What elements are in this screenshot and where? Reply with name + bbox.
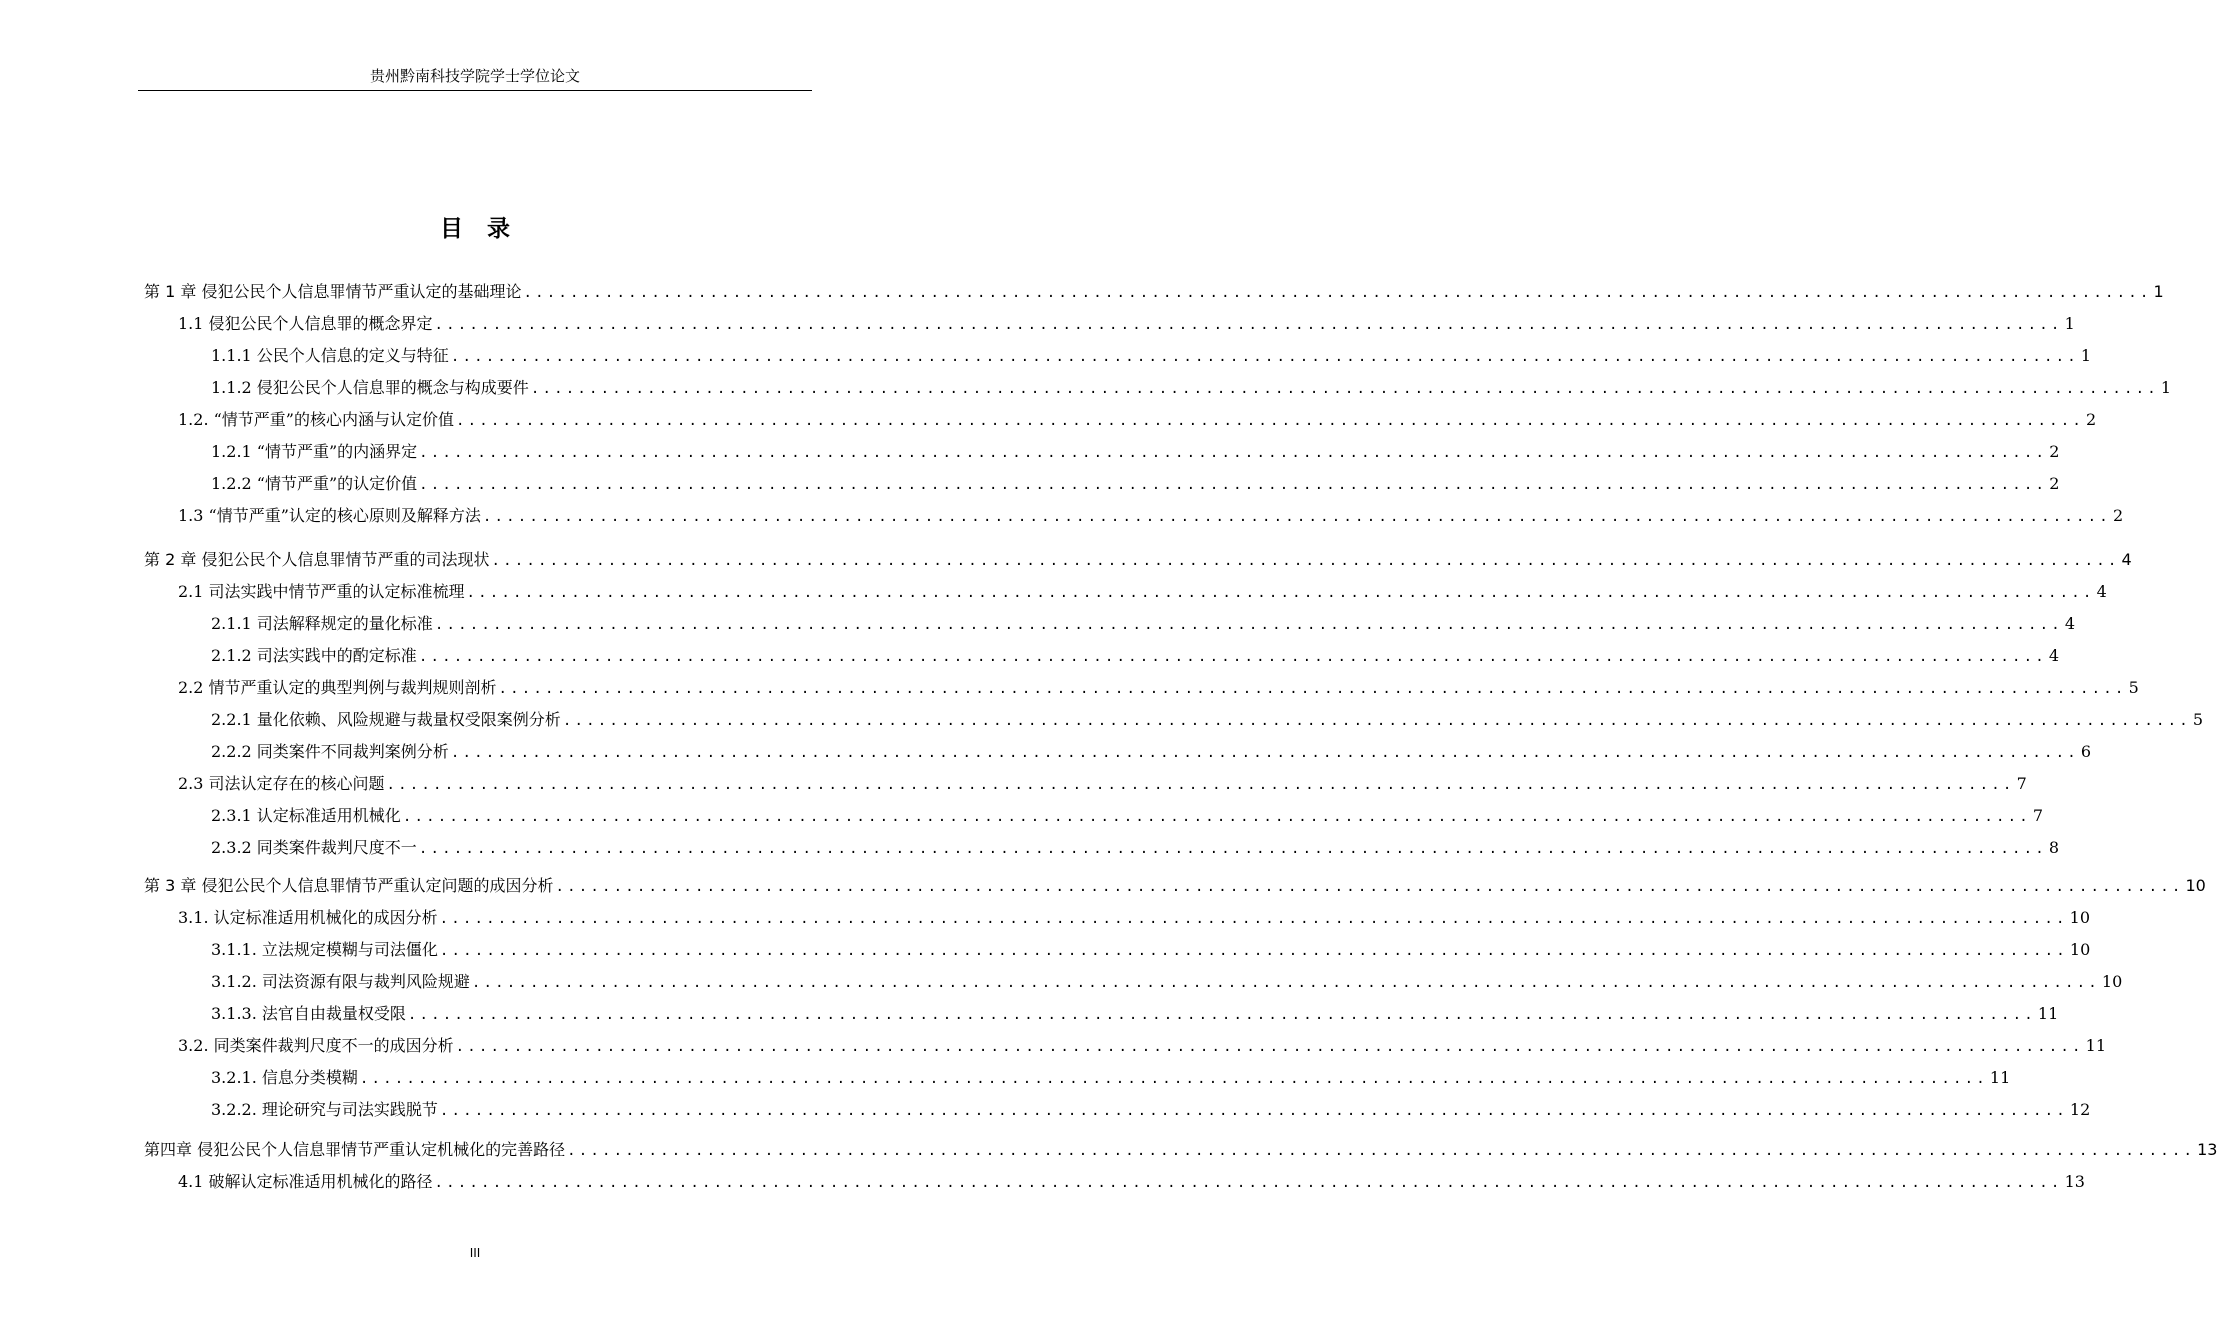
toc-entry-title: 2.2.1 量化依赖、风险规避与裁量权受限案例分析 [211, 710, 561, 729]
toc-entry-title: 3.1.1. 立法规定模糊与司法僵化 [211, 940, 438, 959]
toc-page-number: 10 [2069, 940, 2091, 959]
toc-leader-dots: ............................................................................................................................................ [386, 777, 2015, 793]
toc-page-number: 13 [2197, 1140, 2217, 1159]
toc-entry-title: 3.2. 同类案件裁判尺度不一的成因分析 [178, 1036, 454, 1055]
toc-page-number: 13 [2064, 1172, 2085, 1191]
toc-entry-title: 3.1.2. 司法资源有限与裁判风险规避 [211, 972, 470, 991]
toc-page-number: 10 [2185, 876, 2206, 895]
toc-subsection-entry[interactable] [211, 340, 2092, 372]
toc-leader-dots: ............................................................................................................................................ [407, 1007, 2036, 1023]
toc-chapter-entry[interactable] [144, 276, 2164, 308]
toc-leader-dots: ............................................................................................................................................ [530, 381, 2159, 397]
toc-page-number: 10 [2069, 908, 2091, 927]
toc-leader-dots: ............................................................................................................................................ [562, 713, 2191, 729]
toc-page-number: 1 [2080, 346, 2092, 365]
toc-page-number: 12 [2069, 1100, 2091, 1119]
toc-page-number: 1 [2153, 282, 2164, 301]
toc-entry-title: 2.2 情节严重认定的典型判例与裁判规则剖析 [178, 678, 497, 697]
toc-subsection-entry[interactable] [211, 966, 2123, 998]
toc-subsection-entry[interactable] [211, 800, 2044, 832]
toc-entry-title: 2.1.2 司法实践中的酌定标准 [211, 646, 417, 665]
toc-entry-title: 1.1.1 公民个人信息的定义与特征 [211, 346, 449, 365]
toc-entry-title: 2.3 司法认定存在的核心问题 [178, 774, 385, 793]
toc-chapter-entry[interactable] [144, 870, 2206, 902]
toc-leader-dots: ............................................................................................................................................ [418, 649, 2047, 665]
toc-page-number: 5 [2192, 710, 2204, 729]
toc-entry-title: 3.2.1. 信息分类模糊 [211, 1068, 358, 1087]
toc-leader-dots: ............................................................................................................................................ [439, 911, 2068, 927]
toc-section-entry[interactable] [178, 500, 2124, 532]
toc-page-number: 2 [2112, 506, 2124, 525]
toc-entry-title: 3.1.3. 法官自由裁量权受限 [211, 1004, 406, 1023]
toc-page-number: 4 [2064, 614, 2076, 633]
toc-leader-dots: ............................................................................................................................................ [555, 879, 2184, 895]
toc-entry-title: 2.3.1 认定标准适用机械化 [211, 806, 401, 825]
toc-page-number: 7 [2016, 774, 2027, 793]
toc-subsection-entry[interactable] [211, 372, 2172, 404]
toc-entry-title: 第 3 章 侵犯公民个人信息罪情节严重认定问题的成因分析 [144, 876, 554, 895]
toc-entry-title: 1.2. “情节严重”的核心内涵与认定价值 [178, 410, 454, 429]
toc-leader-dots: ............................................................................................................................................ [491, 553, 2120, 569]
toc-section-entry[interactable] [178, 1166, 2085, 1198]
toc-entry-title: 1.2.2 “情节严重”的认定价值 [211, 474, 418, 493]
toc-page-number: 11 [2037, 1004, 2059, 1023]
toc-leader-dots: ............................................................................................................................................ [419, 477, 2048, 493]
toc-chapter-entry[interactable] [144, 544, 2132, 576]
toc-section-entry[interactable] [178, 576, 2107, 608]
toc-section-entry[interactable] [178, 902, 2091, 934]
toc-section-entry[interactable] [178, 404, 2097, 436]
toc-page-number: 1 [2064, 314, 2075, 333]
toc-subsection-entry[interactable] [211, 608, 2076, 640]
toc-entry-title: 第 2 章 侵犯公民个人信息罪情节严重的司法现状 [144, 550, 490, 569]
toc-leader-dots: ............................................................................................................................................ [418, 841, 2047, 857]
toc-leader-dots: ............................................................................................................................................ [450, 745, 2079, 761]
toc-page-number: 7 [2032, 806, 2044, 825]
toc-entry-title: 2.2.2 同类案件不同裁判案例分析 [211, 742, 449, 761]
toc-page-number: 8 [2048, 838, 2060, 857]
toc-subsection-entry[interactable] [211, 1094, 2091, 1126]
toc-subsection-entry[interactable] [211, 640, 2060, 672]
toc-page-number: 4 [2048, 646, 2060, 665]
toc-entry-title: 第四章 侵犯公民个人信息罪情节严重认定机械化的完善路径 [144, 1140, 566, 1159]
toc-subsection-entry[interactable] [211, 704, 2204, 736]
toc-entry-title: 1.2.1 “情节严重”的内涵界定 [211, 442, 418, 461]
toc-leader-dots: ............................................................................................................................................ [450, 349, 2079, 365]
toc-section-entry[interactable] [178, 1030, 2107, 1062]
toc-entry-title: 3.2.2. 理论研究与司法实践脱节 [211, 1100, 438, 1119]
toc-page-number: 6 [2080, 742, 2092, 761]
toc-leader-dots: ............................................................................................................................................ [466, 585, 2095, 601]
toc-leader-dots: ............................................................................................................................................ [434, 317, 2063, 333]
running-header: 贵州黔南科技学院学士学位论文 [138, 62, 812, 91]
toc-entry-title: 2.3.2 同类案件裁判尺度不一 [211, 838, 417, 857]
toc-entry-title: 1.1 侵犯公民个人信息罪的概念界定 [178, 314, 433, 333]
toc-leader-dots: ............................................................................................................................................ [471, 975, 2100, 991]
toc-page-number: 11 [1989, 1068, 2011, 1087]
toc-subsection-entry[interactable] [211, 998, 2059, 1030]
toc-page-number: 1 [2160, 378, 2172, 397]
toc-leader-dots: ............................................................................................................................................ [482, 509, 2111, 525]
toc-page-number: 2 [2049, 442, 2060, 461]
toc-page-number: 5 [2128, 678, 2139, 697]
toc-leader-dots: ............................................................................................................................................ [434, 617, 2063, 633]
toc-subsection-entry[interactable] [211, 468, 2060, 500]
toc-section-entry[interactable] [178, 672, 2139, 704]
toc-page-number: 4 [2096, 582, 2107, 601]
toc-page-number: 2 [2086, 410, 2097, 429]
toc-entry-title: 第 1 章 侵犯公民个人信息罪情节严重认定的基础理论 [144, 282, 522, 301]
toc-section-entry[interactable] [178, 768, 2027, 800]
toc-entry-title: 1.3 “情节严重”认定的核心原则及解释方法 [178, 506, 481, 525]
toc-subsection-entry[interactable] [211, 934, 2091, 966]
toc-leader-dots: ............................................................................................................................................ [455, 1039, 2084, 1055]
toc-title: 目录 [440, 216, 534, 242]
toc-page-number: 2 [2049, 474, 2060, 493]
toc-subsection-entry[interactable] [211, 436, 2060, 468]
toc-leader-dots: ............................................................................................................................................ [439, 1103, 2068, 1119]
toc-page-number: 10 [2101, 972, 2123, 991]
toc-subsection-entry[interactable] [211, 1062, 2011, 1094]
toc-leader-dots: ............................................................................................................................................ [419, 445, 2048, 461]
toc-entry-title: 2.1 司法实践中情节严重的认定标准梳理 [178, 582, 465, 601]
toc-entry-title: 2.1.1 司法解释规定的量化标准 [211, 614, 433, 633]
toc-leader-dots: ............................................................................................................................................ [434, 1175, 2063, 1191]
toc-leader-dots: ............................................................................................................................................ [523, 285, 2152, 301]
toc-entry-title: 3.1. 认定标准适用机械化的成因分析 [178, 908, 438, 927]
toc-subsection-entry[interactable] [211, 832, 2060, 864]
toc-leader-dots: ............................................................................................................................................ [567, 1143, 2196, 1159]
toc-leader-dots: ............................................................................................................................................ [455, 413, 2085, 429]
toc-leader-dots: ............................................................................................................................................ [359, 1071, 1988, 1087]
toc-leader-dots: ............................................................................................................................................ [498, 681, 2127, 697]
toc-section-entry[interactable] [178, 308, 2075, 340]
toc-page-number: 4 [2121, 550, 2132, 569]
toc-chapter-entry[interactable] [144, 1134, 2217, 1166]
toc-subsection-entry[interactable] [211, 736, 2092, 768]
toc-entry-title: 1.1.2 侵犯公民个人信息罪的概念与构成要件 [211, 378, 529, 397]
page-number: III [469, 1246, 481, 1260]
toc-entry-title: 4.1 破解认定标准适用机械化的路径 [178, 1172, 433, 1191]
toc-page-number: 11 [2085, 1036, 2107, 1055]
toc-leader-dots: ............................................................................................................................................ [402, 809, 2031, 825]
toc-leader-dots: ............................................................................................................................................ [439, 943, 2068, 959]
